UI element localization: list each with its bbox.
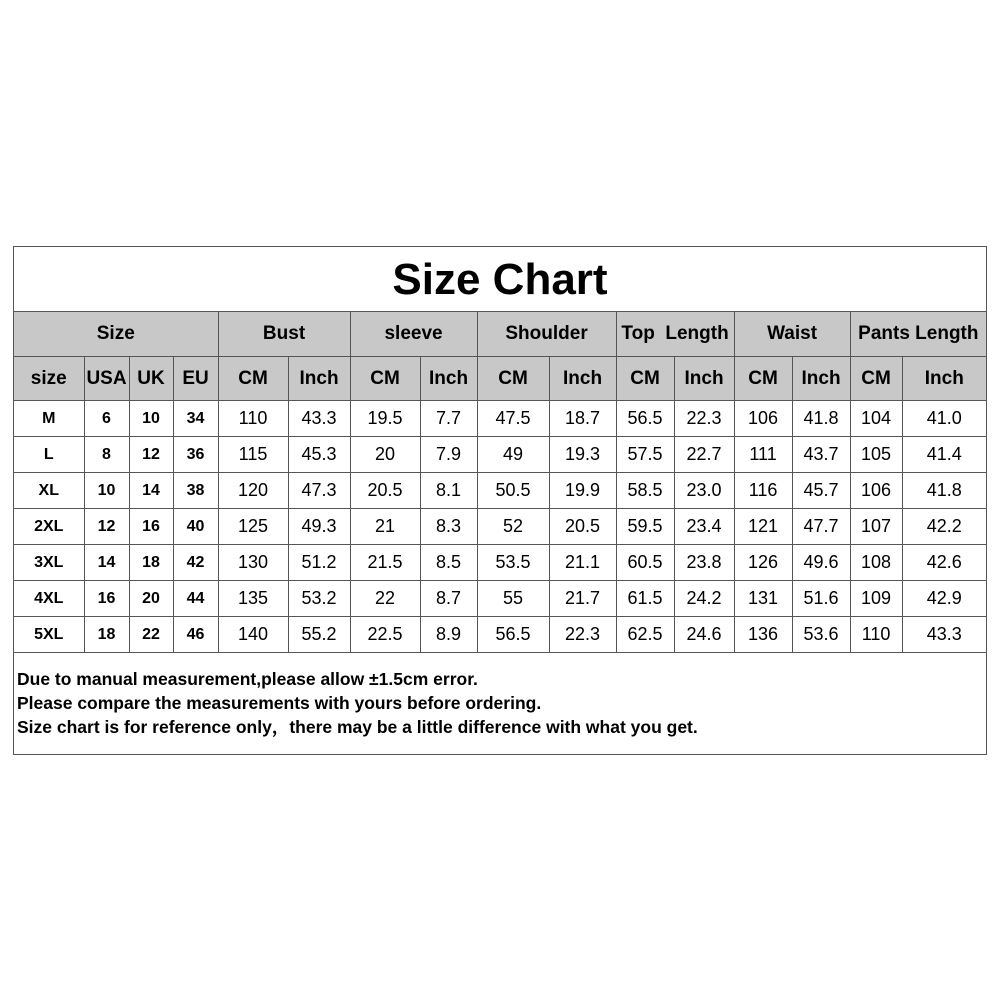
table-cell: 121 xyxy=(734,509,792,545)
table-cell: 106 xyxy=(734,401,792,437)
table-cell: 8.5 xyxy=(420,545,477,581)
table-cell: 53.2 xyxy=(288,581,350,617)
table-cell: 24.6 xyxy=(674,617,734,653)
table-cell: 110 xyxy=(218,401,288,437)
table-cell: 3XL xyxy=(14,545,84,581)
subheader-cell: CM xyxy=(850,357,902,401)
table-cell: 22.5 xyxy=(350,617,420,653)
table-cell: 20 xyxy=(129,581,173,617)
table-cell: 19.9 xyxy=(549,473,616,509)
table-cell: 55 xyxy=(477,581,549,617)
table-cell: 40 xyxy=(173,509,218,545)
table-cell: 23.0 xyxy=(674,473,734,509)
table-cell: 131 xyxy=(734,581,792,617)
table-cell: 111 xyxy=(734,437,792,473)
table-cell: 36 xyxy=(173,437,218,473)
table-cell: 8.1 xyxy=(420,473,477,509)
group-size: Size xyxy=(14,312,218,357)
table-cell: 41.8 xyxy=(792,401,850,437)
table-cell: 14 xyxy=(129,473,173,509)
table-cell: 47.7 xyxy=(792,509,850,545)
table-cell: 4XL xyxy=(14,581,84,617)
subheader-cell: CM xyxy=(734,357,792,401)
table-cell: 136 xyxy=(734,617,792,653)
note-line: Due to manual measurement,please allow ±1.5cm error. xyxy=(17,669,478,689)
table-cell: 8.7 xyxy=(420,581,477,617)
table-cell: 20.5 xyxy=(549,509,616,545)
table-cell: L xyxy=(14,437,84,473)
table-cell: 50.5 xyxy=(477,473,549,509)
subheader-cell: CM xyxy=(477,357,549,401)
size-table xyxy=(14,312,986,653)
table-cell: 22.3 xyxy=(674,401,734,437)
subheader-cell: CM xyxy=(218,357,288,401)
table-cell: 22 xyxy=(350,581,420,617)
table-cell: 5XL xyxy=(14,617,84,653)
chart-title: Size Chart xyxy=(14,247,986,312)
group-waist: Waist xyxy=(734,312,850,357)
table-cell: 61.5 xyxy=(616,581,674,617)
note-line: Please compare the measurements with yours before ordering. xyxy=(17,693,542,713)
table-cell: 2XL xyxy=(14,509,84,545)
table-cell: 23.4 xyxy=(674,509,734,545)
group-header-row xyxy=(14,312,986,357)
table-cell: 47.3 xyxy=(288,473,350,509)
group-sleeve: sleeve xyxy=(350,312,477,357)
table-cell: 43.3 xyxy=(288,401,350,437)
table-cell: 135 xyxy=(218,581,288,617)
subheader-row xyxy=(14,357,986,401)
table-cell: 51.6 xyxy=(792,581,850,617)
table-cell: 53.5 xyxy=(477,545,549,581)
table-cell: 20.5 xyxy=(350,473,420,509)
subheader-cell: EU xyxy=(173,357,218,401)
table-cell: 22 xyxy=(129,617,173,653)
table-cell: 34 xyxy=(173,401,218,437)
table-cell: 42.2 xyxy=(902,509,986,545)
table-cell: 12 xyxy=(84,509,129,545)
table-cell: 56.5 xyxy=(477,617,549,653)
table-cell: 42.6 xyxy=(902,545,986,581)
table-cell: 58.5 xyxy=(616,473,674,509)
table-cell: 21.1 xyxy=(549,545,616,581)
subheader-cell: Inch xyxy=(902,357,986,401)
subheader-cell: Inch xyxy=(549,357,616,401)
table-cell: 42 xyxy=(173,545,218,581)
table-cell: 42.9 xyxy=(902,581,986,617)
table-cell: 105 xyxy=(850,437,902,473)
table-cell: 8.9 xyxy=(420,617,477,653)
table-cell: 7.9 xyxy=(420,437,477,473)
table-cell: 22.3 xyxy=(549,617,616,653)
table-cell: 41.8 xyxy=(902,473,986,509)
table-cell: 18.7 xyxy=(549,401,616,437)
table-cell: 51.2 xyxy=(288,545,350,581)
table-cell: 59.5 xyxy=(616,509,674,545)
table-cell: 62.5 xyxy=(616,617,674,653)
table-cell: 45.7 xyxy=(792,473,850,509)
table-cell: 43.7 xyxy=(792,437,850,473)
table-cell: 24.2 xyxy=(674,581,734,617)
table-cell: 21 xyxy=(350,509,420,545)
table-cell: 49 xyxy=(477,437,549,473)
group-bust: Bust xyxy=(218,312,350,357)
subheader-cell: Inch xyxy=(420,357,477,401)
table-cell: 10 xyxy=(129,401,173,437)
table-cell: 56.5 xyxy=(616,401,674,437)
table-cell: 23.8 xyxy=(674,545,734,581)
table-cell: 6 xyxy=(84,401,129,437)
subheader-cell: USA xyxy=(84,357,129,401)
table-cell: 126 xyxy=(734,545,792,581)
subheader-cell: Inch xyxy=(288,357,350,401)
table-cell: 41.0 xyxy=(902,401,986,437)
table-row xyxy=(14,401,986,437)
table-cell: 44 xyxy=(173,581,218,617)
table-cell: 107 xyxy=(850,509,902,545)
group-shoulder: Shoulder xyxy=(477,312,616,357)
table-row xyxy=(14,545,986,581)
group-top-length: Top Length xyxy=(616,312,734,357)
table-cell: 47.5 xyxy=(477,401,549,437)
table-cell: 110 xyxy=(850,617,902,653)
table-cell: 53.6 xyxy=(792,617,850,653)
table-cell: 60.5 xyxy=(616,545,674,581)
table-row xyxy=(14,509,986,545)
table-cell: 19.5 xyxy=(350,401,420,437)
table-cell: 109 xyxy=(850,581,902,617)
table-cell: 130 xyxy=(218,545,288,581)
notes xyxy=(14,653,986,739)
table-cell: 45.3 xyxy=(288,437,350,473)
table-cell: M xyxy=(14,401,84,437)
table-cell: 46 xyxy=(173,617,218,653)
table-row xyxy=(14,437,986,473)
subheader-cell: size xyxy=(14,357,84,401)
table-cell: 7.7 xyxy=(420,401,477,437)
table-cell: 20 xyxy=(350,437,420,473)
table-cell: 16 xyxy=(84,581,129,617)
size-chart xyxy=(13,246,987,755)
table-cell: 49.3 xyxy=(288,509,350,545)
table-cell: 125 xyxy=(218,509,288,545)
table-cell: 12 xyxy=(129,437,173,473)
table-cell: 16 xyxy=(129,509,173,545)
table-row xyxy=(14,473,986,509)
table-cell: 18 xyxy=(84,617,129,653)
subheader-cell: Inch xyxy=(674,357,734,401)
table-cell: 43.3 xyxy=(902,617,986,653)
table-cell: 108 xyxy=(850,545,902,581)
table-cell: 55.2 xyxy=(288,617,350,653)
table-cell: 21.5 xyxy=(350,545,420,581)
table-cell: 38 xyxy=(173,473,218,509)
table-cell: 10 xyxy=(84,473,129,509)
table-cell: 22.7 xyxy=(674,437,734,473)
table-cell: 106 xyxy=(850,473,902,509)
table-row xyxy=(14,581,986,617)
table-cell: 19.3 xyxy=(549,437,616,473)
table-cell: 14 xyxy=(84,545,129,581)
table-cell: 8.3 xyxy=(420,509,477,545)
table-row xyxy=(14,617,986,653)
table-cell: 41.4 xyxy=(902,437,986,473)
table-cell: 49.6 xyxy=(792,545,850,581)
table-cell: 57.5 xyxy=(616,437,674,473)
table-cell: 120 xyxy=(218,473,288,509)
subheader-cell: CM xyxy=(350,357,420,401)
table-cell: 116 xyxy=(734,473,792,509)
table-cell: 18 xyxy=(129,545,173,581)
table-cell: 115 xyxy=(218,437,288,473)
table-cell: 104 xyxy=(850,401,902,437)
subheader-cell: Inch xyxy=(792,357,850,401)
table-cell: 21.7 xyxy=(549,581,616,617)
table-cell: XL xyxy=(14,473,84,509)
group-pants-length: Pants Length xyxy=(850,312,986,357)
table-cell: 8 xyxy=(84,437,129,473)
note-line: Size chart is for reference only，there may be a little difference with what you get. xyxy=(17,717,698,737)
table-cell: 140 xyxy=(218,617,288,653)
subheader-cell: UK xyxy=(129,357,173,401)
subheader-cell: CM xyxy=(616,357,674,401)
table-cell: 52 xyxy=(477,509,549,545)
